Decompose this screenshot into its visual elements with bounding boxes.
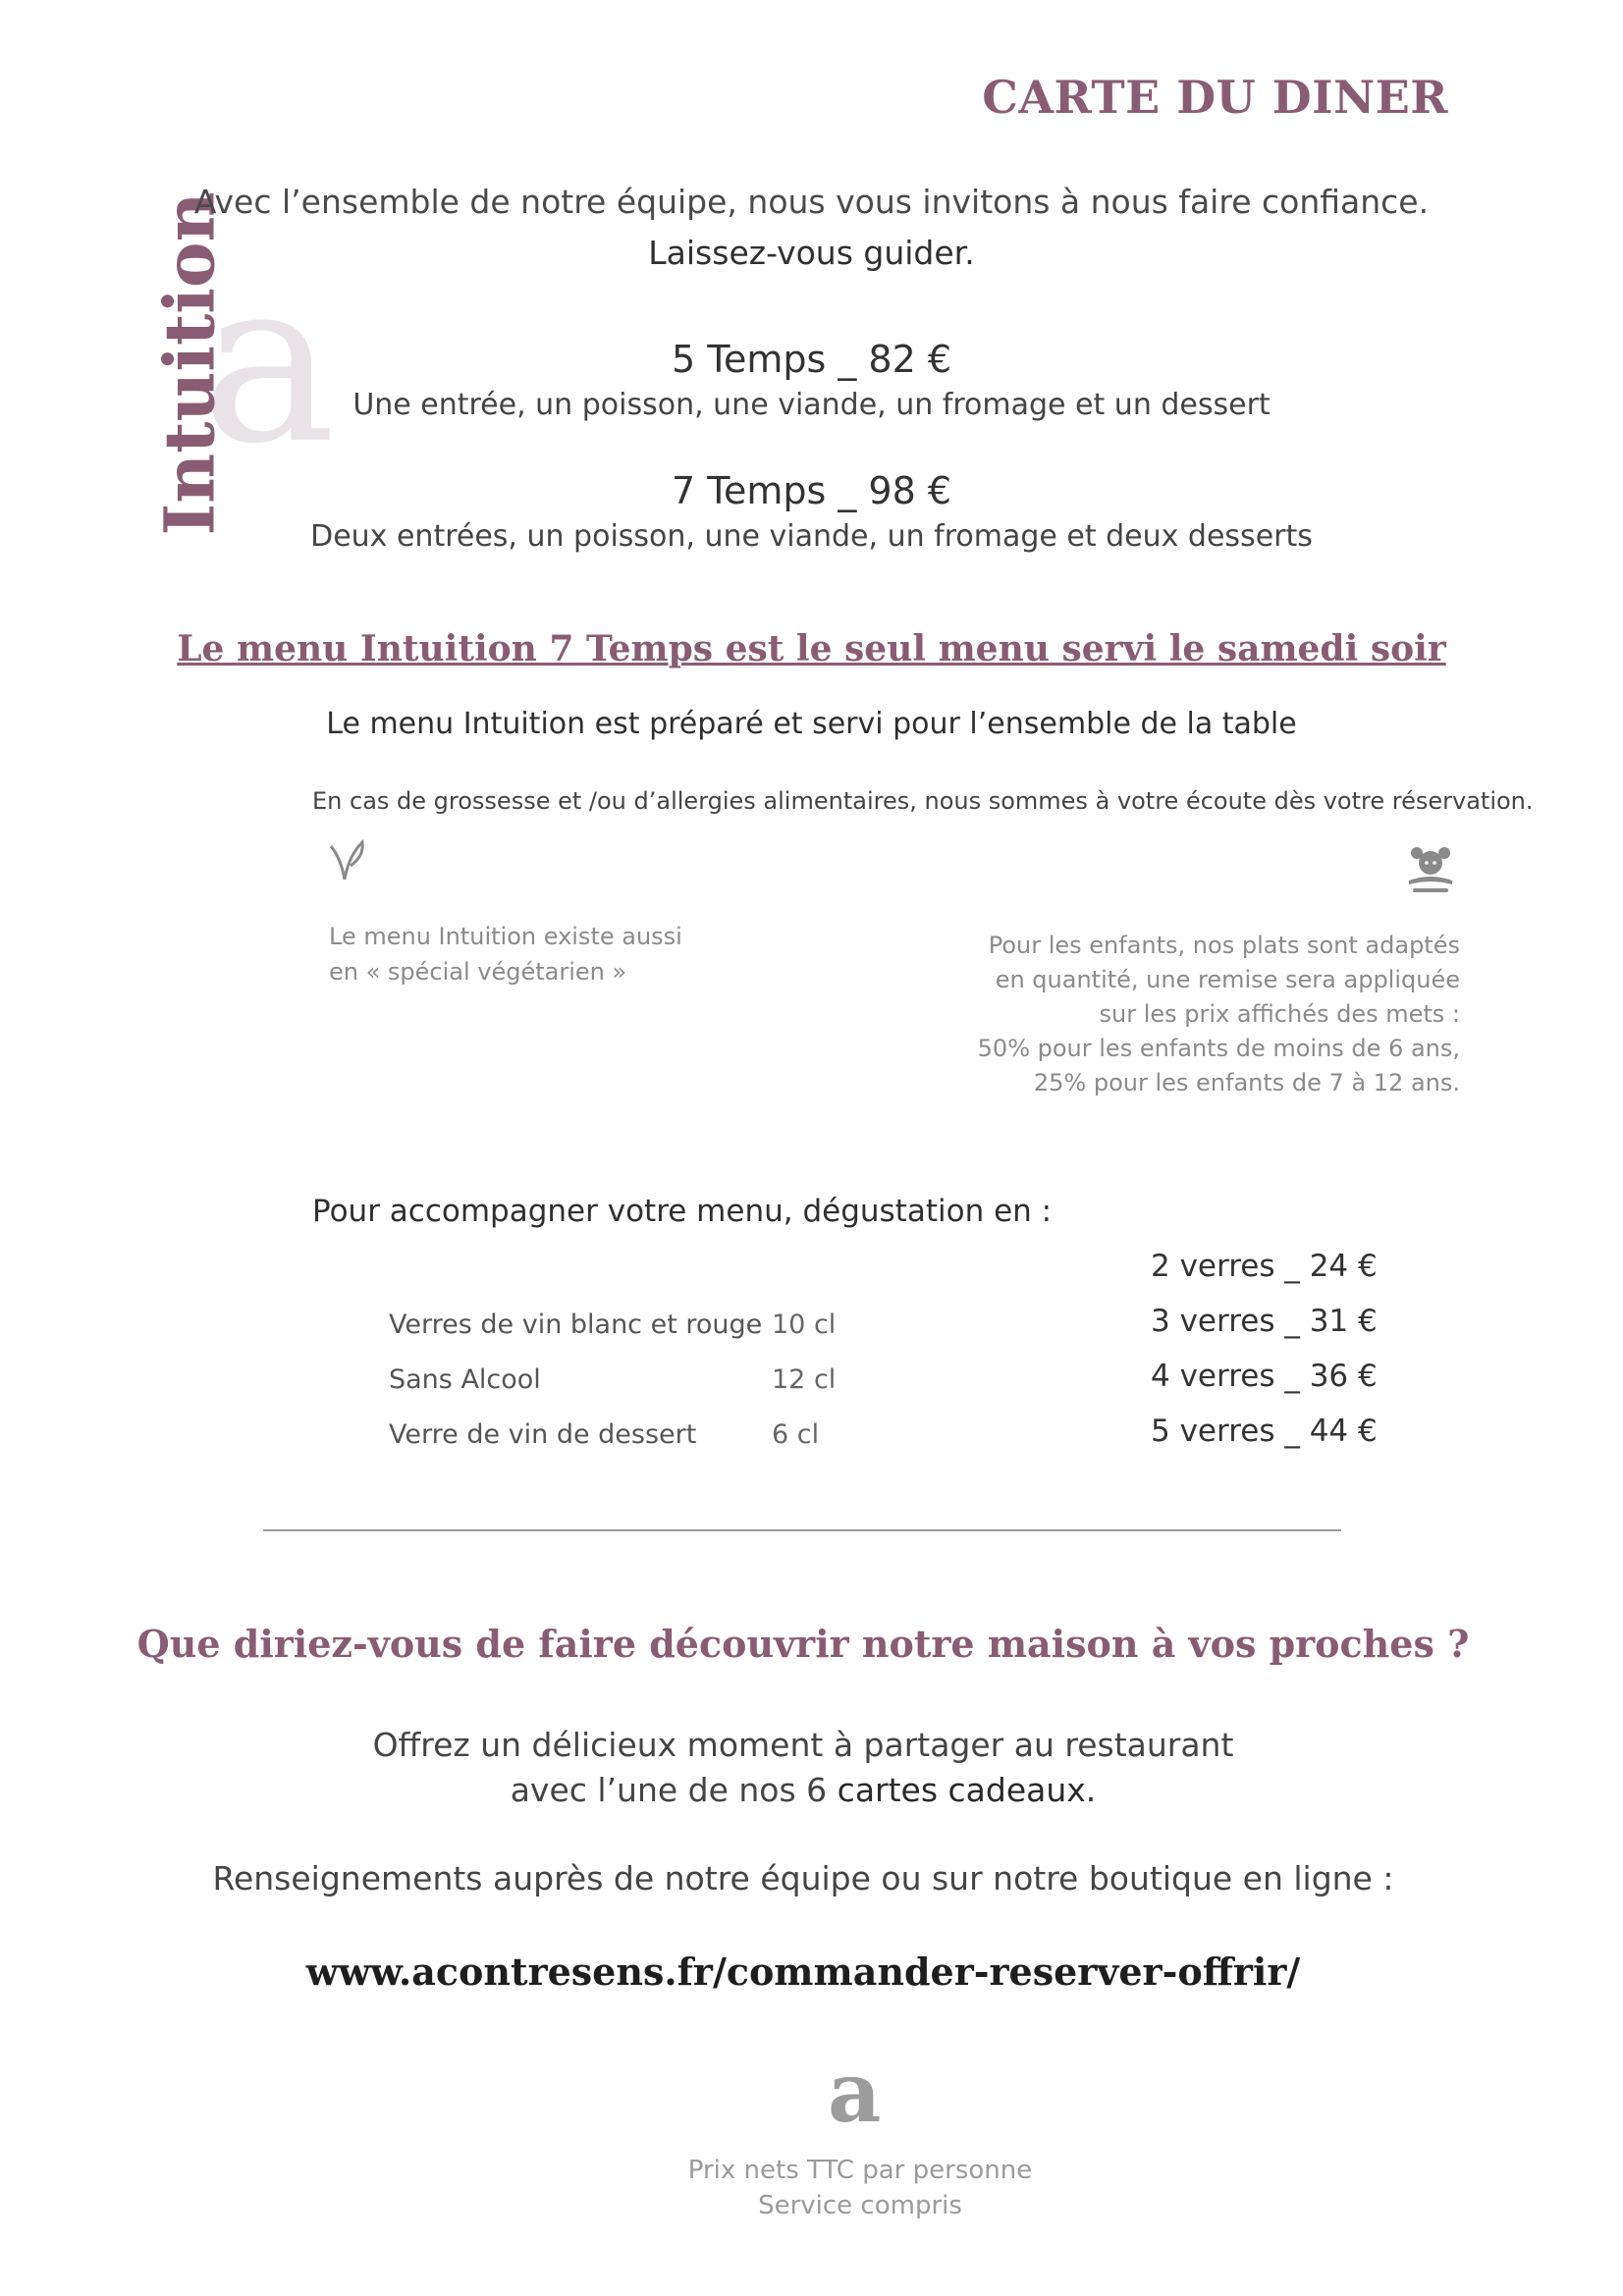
intro-line-2: Laissez-vous guider. (648, 234, 975, 272)
gift-offer-line-2 (0, 1771, 1606, 1809)
tasting-item-size: 10 cl (772, 1309, 837, 1340)
tasting-item-label: Sans Alcool (389, 1364, 541, 1395)
children-line: 25% pour les enfants de 7 à 12 ans. (1033, 1069, 1460, 1096)
tasting-price: 4 verres _ 36 € (1151, 1359, 1378, 1394)
child-icon (1401, 839, 1460, 898)
tasting-item-size: 6 cl (772, 1419, 820, 1450)
gift-offer-line-1: Offrez un délicieux moment à partager au restaurant (372, 1726, 1234, 1764)
section-divider (263, 1529, 1341, 1531)
gift-question: Que diriez-vous de faire découvrir notre maison à vos proches ? (136, 1622, 1470, 1666)
tasting-price: 5 verres _ 44 € (1151, 1414, 1378, 1449)
menu-7-temps-price: 7 Temps _ 98 € (671, 469, 952, 512)
saturday-note: Le menu Intuition 7 Temps est le seul menu servi le samedi soir (177, 628, 1446, 669)
children-line: 50% pour les enfants de moins de 6 ans, (977, 1035, 1460, 1062)
children-line: sur les prix affichés des mets : (1099, 1000, 1460, 1028)
tasting-item-label: Verres de vin blanc et rouge (389, 1309, 763, 1340)
footer-service-note: Service compris (758, 2191, 962, 2218)
vegetarian-line: Le menu Intuition existe aussi (329, 923, 682, 950)
gift-cards-text: cartes cadeaux. (837, 1771, 1097, 1809)
table-note: Le menu Intuition est préparé et servi pour l’ensemble de la table (326, 707, 1297, 741)
page-title: CARTE DU DINER (982, 71, 1448, 124)
vegetarian-line: en « spécial végétarien » (329, 958, 627, 986)
allergy-note: En cas de grossesse et /ou d’allergies alimentaires, nous sommes à votre écoute dès votre réservation. (312, 787, 1534, 815)
tasting-item-label: Verre de vin de dessert (389, 1419, 697, 1450)
vegetarian-note (329, 919, 682, 989)
footer-price-note: Prix nets TTC par personne (687, 2156, 1033, 2185)
leaf-icon (327, 836, 368, 883)
gift-offer-prefix: avec l’une de nos 6 (510, 1771, 838, 1809)
tasting-price: 3 verres _ 31 € (1151, 1304, 1378, 1339)
children-line: en quantité, une remise sera appliquée (995, 966, 1460, 993)
monogram-watermark: a (201, 232, 337, 494)
menu-5-temps-description: Une entrée, un poisson, une viande, un fromage et un dessert (352, 388, 1271, 422)
tasting-heading: Pour accompagner votre menu, dégustation en : (312, 1194, 1053, 1229)
logo-a-icon: a (828, 2044, 882, 2141)
tasting-item-size: 12 cl (772, 1364, 837, 1395)
gift-info: Renseignements auprès de notre équipe ou sur notre boutique en ligne : (212, 1859, 1394, 1897)
intro-line-1: Avec l’ensemble de notre équipe, nous vous invitons à nous faire confiance. (193, 183, 1430, 221)
side-title-text: Intuition (148, 191, 231, 535)
menu-5-temps-price: 5 Temps _ 82 € (671, 338, 952, 381)
children-note (978, 929, 1460, 1100)
shop-url-link[interactable]: www.acontresens.fr/commander-reserver-offrir/ (305, 1949, 1301, 1994)
menu-7-temps-description: Deux entrées, un poisson, une viande, un fromage et deux desserts (310, 519, 1313, 554)
children-line: Pour les enfants, nos plats sont adaptés (988, 932, 1460, 959)
tasting-price: 2 verres _ 24 € (1151, 1249, 1378, 1284)
